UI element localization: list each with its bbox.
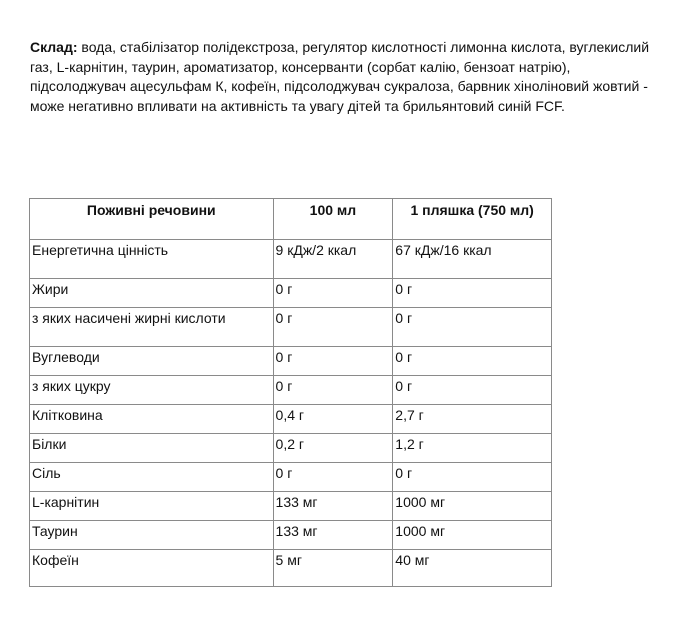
value-per-100ml: 0,4 г xyxy=(273,405,393,434)
table-row xyxy=(30,347,552,376)
value-per-100ml: 9 кДж/2 ккал xyxy=(273,240,393,279)
value-per-100ml: 0 г xyxy=(273,308,393,347)
table-header-row xyxy=(30,199,552,240)
value-per-100ml: 0 г xyxy=(273,279,393,308)
value-per-100ml: 0 г xyxy=(273,376,393,405)
value-per-bottle: 1000 мг xyxy=(393,492,552,521)
value-per-bottle: 0 г xyxy=(393,376,552,405)
nutrition-table xyxy=(29,198,552,587)
table-row xyxy=(30,376,552,405)
nutrient-name: Жири xyxy=(30,279,274,308)
value-per-100ml: 133 мг xyxy=(273,492,393,521)
nutrient-name: з яких насичені жирні кислоти xyxy=(30,308,274,347)
ingredients-text: вода, стабілізатор полідекстроза, регулятор кислотності лимонна кислота, вуглекислий газ, L-карнітин, таурин, ароматизатор, консерванти (сорбат калію, бензоат натрію), підсолоджувач ацесульфам К, кофеїн, підсолоджувач сукралоза, барвник хіноліновий жовтий - може негативно впливати на активність та увагу дітей та брильянтовий синій FCF. xyxy=(30,39,650,114)
ingredients-label: Склад: xyxy=(30,39,78,55)
value-per-100ml: 5 мг xyxy=(273,550,393,587)
value-per-bottle: 1,2 г xyxy=(393,434,552,463)
value-per-bottle: 67 кДж/16 ккал xyxy=(393,240,552,279)
value-per-bottle: 40 мг xyxy=(393,550,552,587)
table-row xyxy=(30,240,552,279)
nutrient-name: Таурин xyxy=(30,521,274,550)
ingredients-paragraph xyxy=(30,38,670,116)
value-per-bottle: 0 г xyxy=(393,279,552,308)
table-row xyxy=(30,405,552,434)
value-per-bottle: 1000 мг xyxy=(393,521,552,550)
nutrient-name: Білки xyxy=(30,434,274,463)
table-row xyxy=(30,308,552,347)
value-per-bottle: 0 г xyxy=(393,463,552,492)
value-per-bottle: 2,7 г xyxy=(393,405,552,434)
nutrient-name: Клітковина xyxy=(30,405,274,434)
value-per-100ml: 133 мг xyxy=(273,521,393,550)
nutrient-name: Кофеїн xyxy=(30,550,274,587)
header-nutrients: Поживні речовини xyxy=(30,199,274,240)
header-per-100ml: 100 мл xyxy=(273,199,393,240)
nutrient-name: L-карнітин xyxy=(30,492,274,521)
table-row xyxy=(30,434,552,463)
nutrient-name: Сіль xyxy=(30,463,274,492)
table-row xyxy=(30,550,552,587)
nutrient-name: з яких цукру xyxy=(30,376,274,405)
table-row xyxy=(30,279,552,308)
header-per-bottle: 1 пляшка (750 мл) xyxy=(393,199,552,240)
value-per-100ml: 0 г xyxy=(273,347,393,376)
table-row xyxy=(30,521,552,550)
table-row xyxy=(30,463,552,492)
value-per-100ml: 0 г xyxy=(273,463,393,492)
value-per-bottle: 0 г xyxy=(393,347,552,376)
nutrient-name: Вуглеводи xyxy=(30,347,274,376)
nutrient-name: Енергетична цінність xyxy=(30,240,274,279)
value-per-bottle: 0 г xyxy=(393,308,552,347)
table-row xyxy=(30,492,552,521)
value-per-100ml: 0,2 г xyxy=(273,434,393,463)
